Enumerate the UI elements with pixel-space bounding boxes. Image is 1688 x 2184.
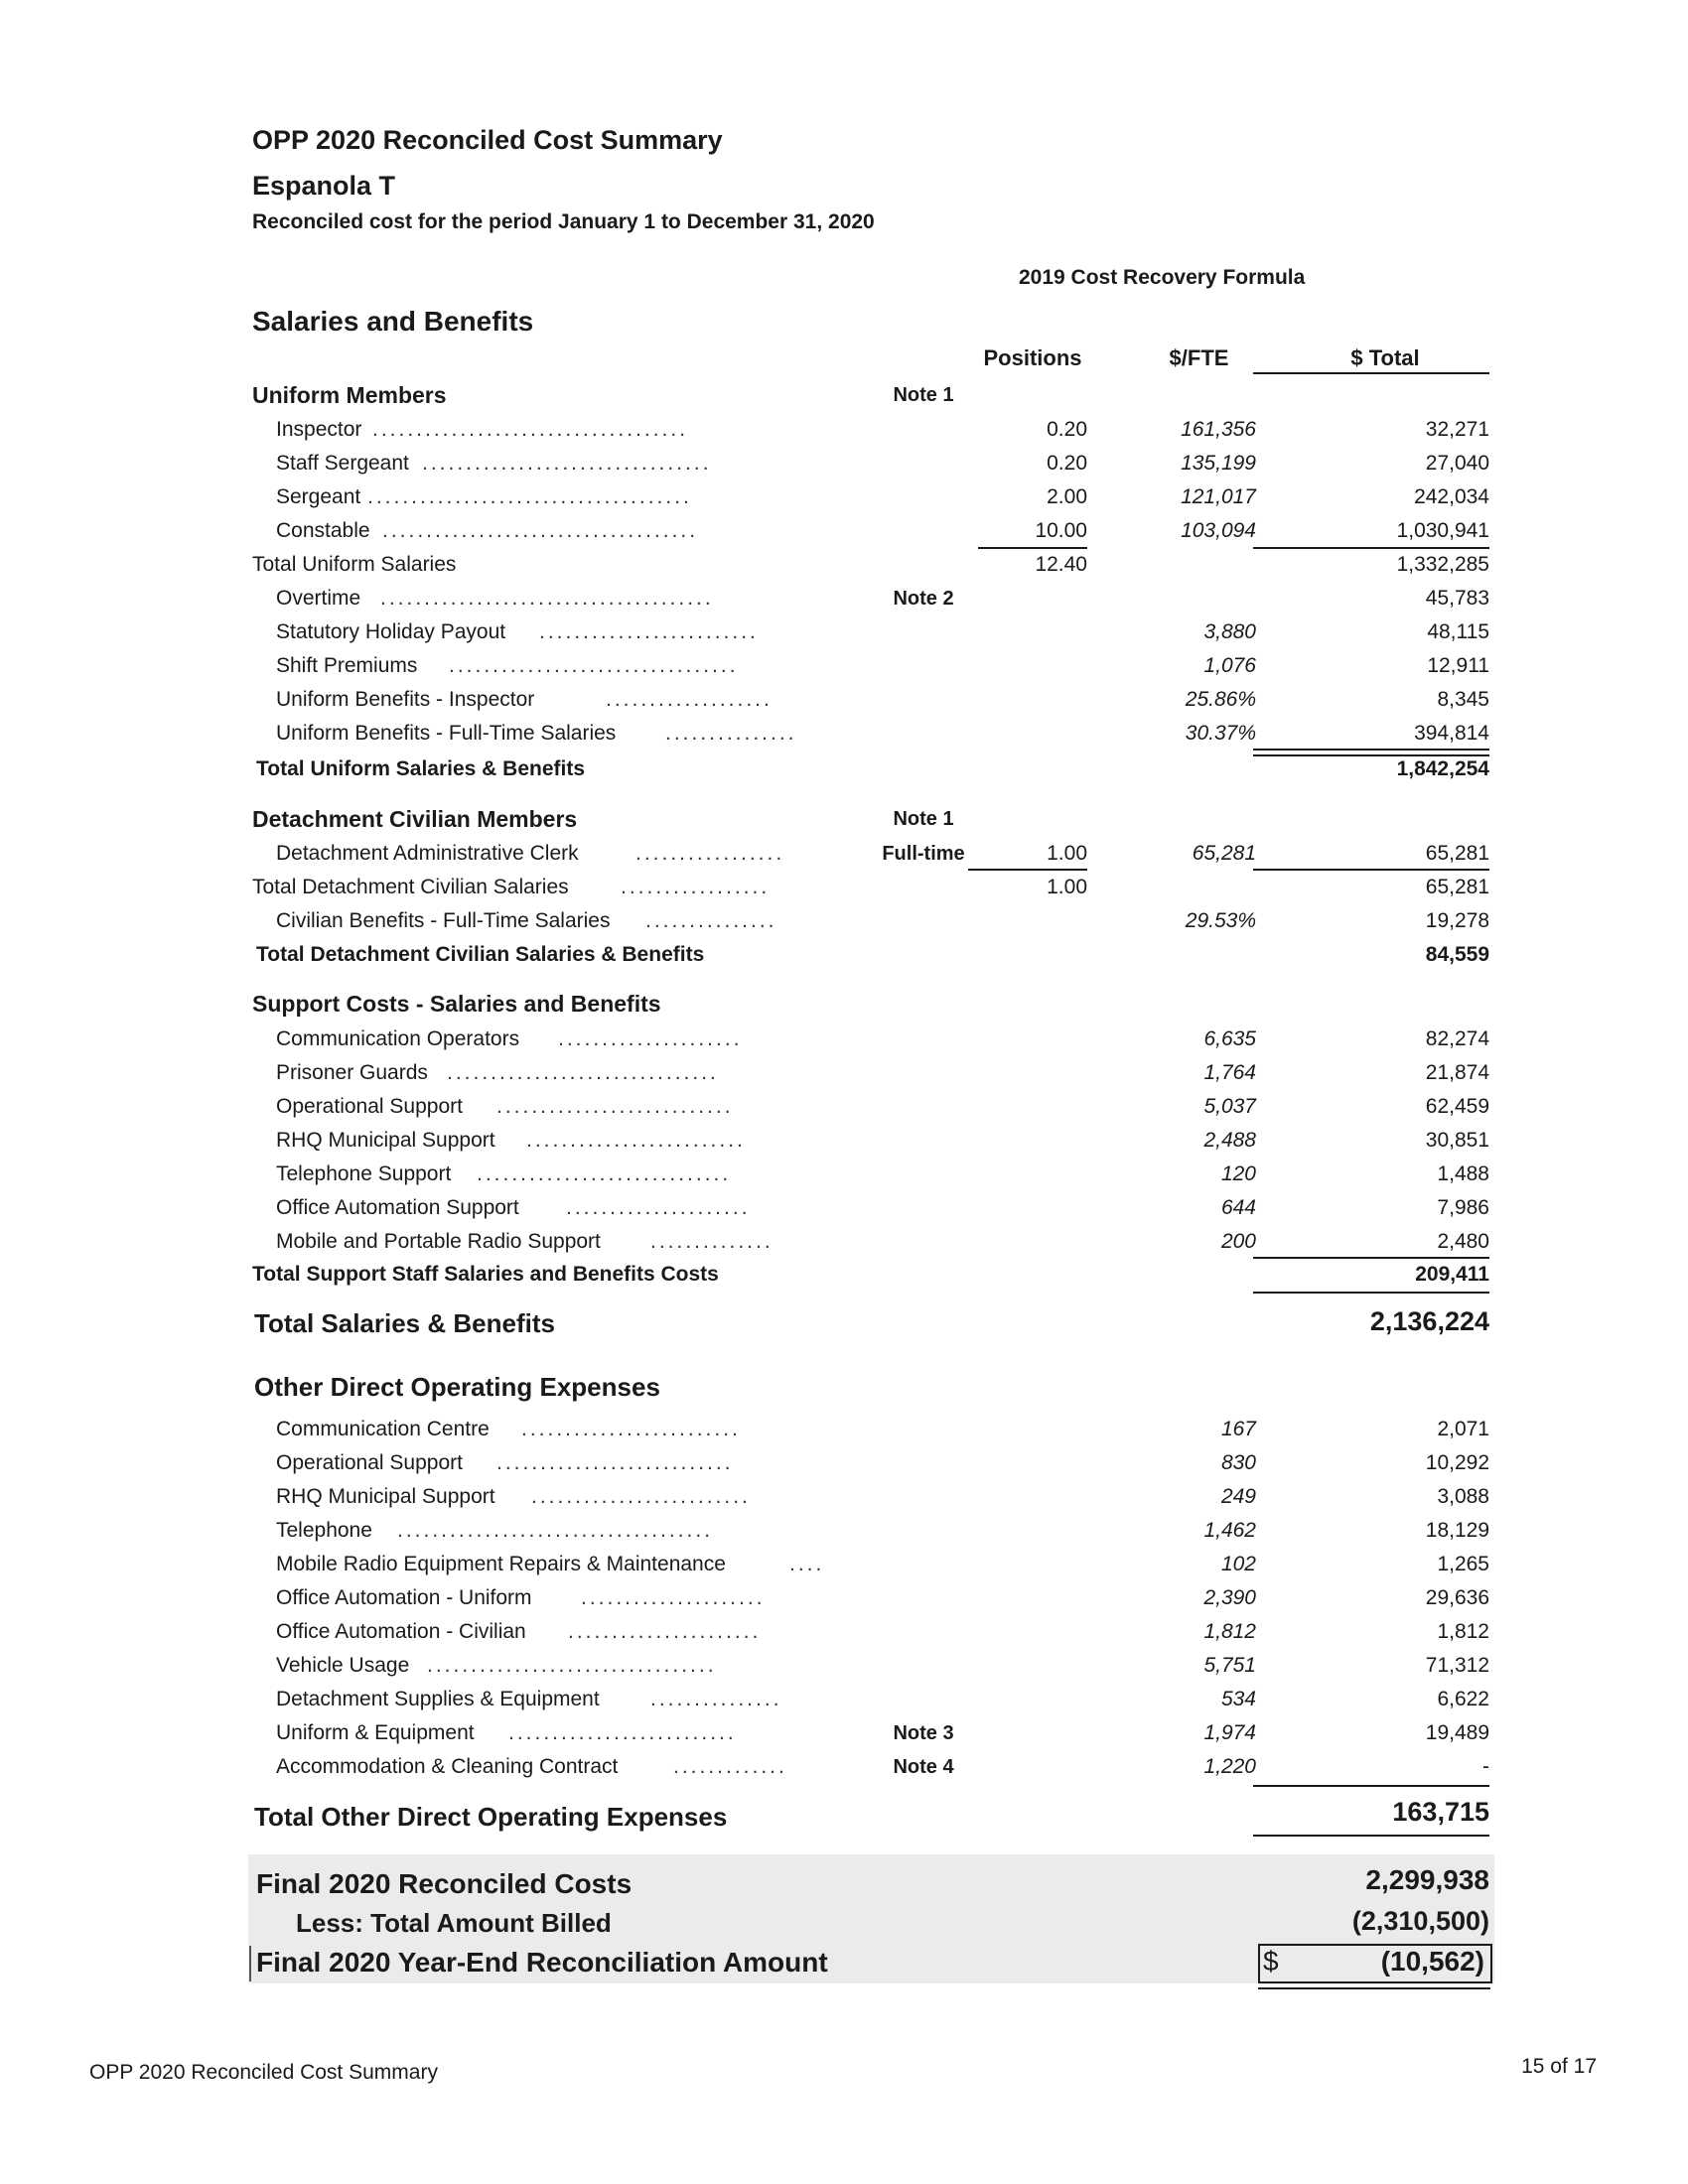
row-rate: 121,017 (1181, 485, 1256, 508)
table-row-subtotal (0, 871, 1688, 904)
page-number: 15 of 17 (1521, 2055, 1597, 2078)
table-row (0, 1446, 1688, 1480)
row-label: Mobile and Portable Radio Support (276, 1230, 601, 1253)
leader-dots: ..................................... (367, 485, 692, 508)
table-row-subtotal (0, 548, 1688, 582)
row-total: - (1482, 1755, 1489, 1778)
row-total: 48,115 (1427, 620, 1489, 643)
row-total: 1,265 (1437, 1553, 1489, 1575)
leader-dots: ......................... (521, 1418, 741, 1440)
table-row (0, 1090, 1688, 1124)
row-label: Telephone Support (276, 1162, 452, 1185)
row-total: 1,332,285 (1396, 553, 1489, 576)
row-rate: 1,764 (1203, 1061, 1256, 1084)
leader-dots: ............... (645, 909, 777, 932)
table-row (0, 717, 1688, 751)
row-label: Detachment Administrative Clerk (276, 842, 579, 865)
row-total: 65,281 (1425, 876, 1489, 898)
left-bracket-mark (249, 1946, 251, 1981)
table-row (0, 1649, 1688, 1683)
row-rate: 2,488 (1203, 1129, 1256, 1152)
table-row (0, 904, 1688, 938)
row-total: 10,292 (1425, 1451, 1489, 1474)
row-note: Note 2 (893, 588, 954, 610)
row-label: Total Support Staff Salaries and Benefits Costs (252, 1263, 719, 1286)
table-row (0, 582, 1688, 615)
column-header-positions: Positions (983, 345, 1082, 370)
row-total: 242,034 (1414, 485, 1489, 508)
row-total: 71,312 (1425, 1654, 1489, 1677)
uniform-note: Note 1 (893, 384, 954, 406)
page-title: OPP 2020 Reconciled Cost Summary (252, 125, 723, 155)
row-label: Operational Support (276, 1095, 463, 1118)
reconciliation-value: (10,562) (1380, 1946, 1484, 1977)
row-total: 1,842,254 (1396, 757, 1489, 780)
row-rate: 1,812 (1203, 1620, 1256, 1643)
leader-dots: ...................... (568, 1620, 762, 1643)
row-rate: 103,094 (1181, 519, 1256, 542)
leader-dots: .... (789, 1553, 825, 1575)
row-label: Constable (276, 519, 370, 542)
row-label: Civilian Benefits - Full-Time Salaries (276, 909, 611, 932)
row-label: Detachment Supplies & Equipment (276, 1688, 600, 1710)
row-rate: 167 (1220, 1418, 1256, 1440)
row-label: Sergeant (276, 485, 361, 508)
row-total: 84,559 (1425, 943, 1489, 966)
table-row (0, 1514, 1688, 1548)
leader-dots: .................................... (382, 519, 699, 542)
row-total: 394,814 (1414, 722, 1489, 745)
support-total-rule (1253, 1292, 1489, 1294)
billed-label: Less: Total Amount Billed (296, 1908, 612, 1938)
column-header-total: $ Total (1350, 345, 1420, 370)
final-costs-value: 2,299,938 (1365, 1864, 1489, 1895)
total-salaries-benefits-label: Total Salaries & Benefits (254, 1308, 555, 1338)
total-salaries-benefits-value: 2,136,224 (1369, 1306, 1489, 1336)
row-rate: 1,974 (1203, 1721, 1256, 1744)
row-note: Note 4 (893, 1756, 954, 1778)
table-row (0, 649, 1688, 683)
period-text: Reconciled cost for the period January 1 to December 31, 2020 (252, 210, 875, 233)
leader-dots: ......................... (531, 1485, 751, 1508)
table-row (0, 683, 1688, 717)
row-label: Staff Sergeant (276, 452, 409, 475)
reconciliation-box (1258, 1944, 1492, 1983)
row-label: Office Automation Support (276, 1196, 519, 1219)
table-row (0, 1158, 1688, 1191)
row-rate: 830 (1220, 1451, 1256, 1474)
other-total-rule (1253, 1835, 1489, 1837)
row-rate: 644 (1220, 1196, 1256, 1219)
row-total: 1,812 (1437, 1620, 1489, 1643)
row-positions: 0.20 (1047, 452, 1087, 475)
row-label: Communication Centre (276, 1418, 490, 1440)
row-positions: 0.20 (1047, 418, 1087, 441)
row-rate: 6,635 (1203, 1027, 1256, 1050)
row-total: 6,622 (1437, 1688, 1489, 1710)
row-label: RHQ Municipal Support (276, 1129, 495, 1152)
leader-dots: ...................................... (380, 587, 714, 610)
table-row-total (0, 752, 1688, 786)
row-label: Shift Premiums (276, 654, 418, 677)
row-total: 19,278 (1425, 909, 1489, 932)
leader-dots: ................... (606, 688, 773, 711)
table-row (0, 1683, 1688, 1716)
row-rate: 25.86% (1185, 688, 1256, 711)
table-row (0, 480, 1688, 514)
column-header-rate: $/FTE (1169, 345, 1229, 370)
leader-dots: .................................... (372, 418, 689, 441)
table-row (0, 447, 1688, 480)
row-label: Uniform Benefits - Full-Time Salaries (276, 722, 617, 745)
row-rate: 135,199 (1181, 452, 1256, 475)
row-positions: 10.00 (1035, 519, 1087, 542)
row-total: 27,040 (1425, 452, 1489, 475)
row-total: 7,986 (1437, 1196, 1489, 1219)
table-row (0, 1056, 1688, 1090)
leader-dots: ................................. (427, 1654, 717, 1677)
other-expenses-heading: Other Direct Operating Expenses (254, 1372, 660, 1402)
row-total: 2,071 (1437, 1418, 1489, 1440)
table-row-total (0, 1258, 1688, 1292)
leader-dots: ........................... (496, 1451, 734, 1474)
table-row (0, 1124, 1688, 1158)
row-rate: 3,880 (1203, 620, 1256, 643)
row-label: Total Detachment Civilian Salaries & Benefits (256, 943, 705, 966)
row-label: Communication Operators (276, 1027, 520, 1050)
leader-dots: ................. (621, 876, 771, 898)
table-row (0, 1750, 1688, 1784)
leader-dots: ............... (665, 722, 797, 745)
row-note: Full-time (882, 843, 965, 865)
row-rate: 534 (1220, 1688, 1256, 1710)
table-row (0, 514, 1688, 548)
row-positions: 12.40 (1035, 553, 1087, 576)
row-label: Total Uniform Salaries & Benefits (256, 757, 586, 780)
table-row (0, 1023, 1688, 1056)
table-row (0, 1548, 1688, 1581)
leader-dots: .............. (650, 1230, 774, 1253)
civilian-heading: Detachment Civilian Members (252, 806, 578, 832)
row-total: 30,851 (1425, 1129, 1489, 1152)
table-row (0, 1225, 1688, 1259)
row-rate: 161,356 (1181, 418, 1256, 441)
table-row (0, 1615, 1688, 1649)
row-total: 82,274 (1425, 1027, 1489, 1050)
row-total: 3,088 (1437, 1485, 1489, 1508)
row-label: Uniform Benefits - Inspector (276, 688, 535, 711)
leader-dots: ........................... (496, 1095, 734, 1118)
table-row (0, 837, 1688, 871)
row-label: Inspector (276, 418, 362, 441)
billed-value: (2,310,500) (1351, 1906, 1489, 1936)
row-rate: 65,281 (1192, 842, 1256, 865)
row-label: Total Detachment Civilian Salaries (252, 876, 569, 898)
leader-dots: ......................... (526, 1129, 746, 1152)
leader-dots: ..................... (581, 1586, 766, 1609)
table-row (0, 615, 1688, 649)
support-heading: Support Costs - Salaries and Benefits (252, 991, 661, 1017)
row-total: 18,129 (1425, 1519, 1489, 1542)
row-rate: 1,076 (1203, 654, 1256, 677)
row-label: Prisoner Guards (276, 1061, 428, 1084)
row-total: 8,345 (1437, 688, 1489, 711)
table-row (0, 1581, 1688, 1615)
row-total: 1,488 (1437, 1162, 1489, 1185)
leader-dots: ................. (635, 842, 785, 865)
row-label: Total Uniform Salaries (252, 553, 457, 576)
row-rate: 29.53% (1185, 909, 1256, 932)
row-rate: 1,220 (1203, 1755, 1256, 1778)
other-total-label: Total Other Direct Operating Expenses (254, 1802, 728, 1832)
row-note: Note 3 (893, 1722, 954, 1744)
leader-dots: ......................... (539, 620, 759, 643)
table-row (0, 1480, 1688, 1514)
row-total: 2,480 (1437, 1230, 1489, 1253)
leader-dots: ............................... (447, 1061, 719, 1084)
row-rate: 249 (1220, 1485, 1256, 1508)
leader-dots: ..................... (558, 1027, 743, 1050)
row-rate: 5,751 (1203, 1654, 1256, 1677)
row-label: RHQ Municipal Support (276, 1485, 495, 1508)
municipality-name: Espanola T (252, 171, 396, 201)
row-label: Accommodation & Cleaning Contract (276, 1755, 619, 1778)
table-row-total (0, 938, 1688, 972)
footer-title: OPP 2020 Reconciled Cost Summary (89, 2061, 438, 2084)
reconciliation-double-rule (1258, 1981, 1490, 1989)
section-salaries-heading: Salaries and Benefits (252, 306, 534, 337)
row-label: Vehicle Usage (276, 1654, 410, 1677)
row-total: 209,411 (1415, 1263, 1489, 1286)
table-row (0, 1716, 1688, 1750)
row-label: Overtime (276, 587, 361, 610)
row-positions: 1.00 (1047, 842, 1087, 865)
reconciliation-label: Final 2020 Year-End Reconciliation Amount (256, 1947, 828, 1978)
leader-dots: ..................... (566, 1196, 751, 1219)
row-rate: 5,037 (1203, 1095, 1256, 1118)
leader-dots: ................................. (449, 654, 739, 677)
table-row (0, 1191, 1688, 1225)
row-positions: 2.00 (1047, 485, 1087, 508)
final-costs-label: Final 2020 Reconciled Costs (256, 1868, 633, 1899)
row-total: 32,271 (1425, 418, 1489, 441)
row-label: Office Automation - Civilian (276, 1620, 526, 1643)
row-label: Statutory Holiday Payout (276, 620, 506, 643)
table-row (0, 413, 1688, 447)
row-total: 19,489 (1425, 1721, 1489, 1744)
row-rate: 1,462 (1203, 1519, 1256, 1542)
leader-dots: .......................... (508, 1721, 737, 1744)
row-rate: 30.37% (1185, 722, 1256, 745)
row-total: 45,783 (1425, 587, 1489, 610)
row-label: Operational Support (276, 1451, 463, 1474)
row-label: Telephone (276, 1519, 372, 1542)
row-rate: 2,390 (1203, 1586, 1256, 1609)
row-total: 12,911 (1427, 654, 1489, 677)
header-rule (1253, 372, 1489, 374)
row-label: Uniform & Equipment (276, 1721, 475, 1744)
row-rate: 102 (1220, 1553, 1256, 1575)
row-total: 21,874 (1425, 1061, 1489, 1084)
row-total: 29,636 (1425, 1586, 1489, 1609)
leader-dots: ................................. (422, 452, 712, 475)
row-total: 62,459 (1425, 1095, 1489, 1118)
row-total: 1,030,941 (1396, 519, 1489, 542)
leader-dots: .................................... (397, 1519, 714, 1542)
row-positions: 1.00 (1047, 876, 1087, 898)
row-total: 65,281 (1425, 842, 1489, 865)
uniform-heading: Uniform Members (252, 382, 447, 408)
row-rate: 120 (1220, 1162, 1256, 1185)
other-subtotal-rule (1253, 1785, 1489, 1787)
row-label: Mobile Radio Equipment Repairs & Maintenance (276, 1553, 726, 1575)
row-rate: 200 (1220, 1230, 1256, 1253)
other-total-value: 163,715 (1392, 1797, 1489, 1827)
row-label: Office Automation - Uniform (276, 1586, 532, 1609)
currency-symbol: $ (1263, 1946, 1279, 1977)
formula-label: 2019 Cost Recovery Formula (1019, 266, 1306, 289)
table-row (0, 1413, 1688, 1446)
leader-dots: ............. (673, 1755, 787, 1778)
civilian-note: Note 1 (893, 808, 954, 830)
leader-dots: ............... (650, 1688, 782, 1710)
leader-dots: ............................. (477, 1162, 732, 1185)
